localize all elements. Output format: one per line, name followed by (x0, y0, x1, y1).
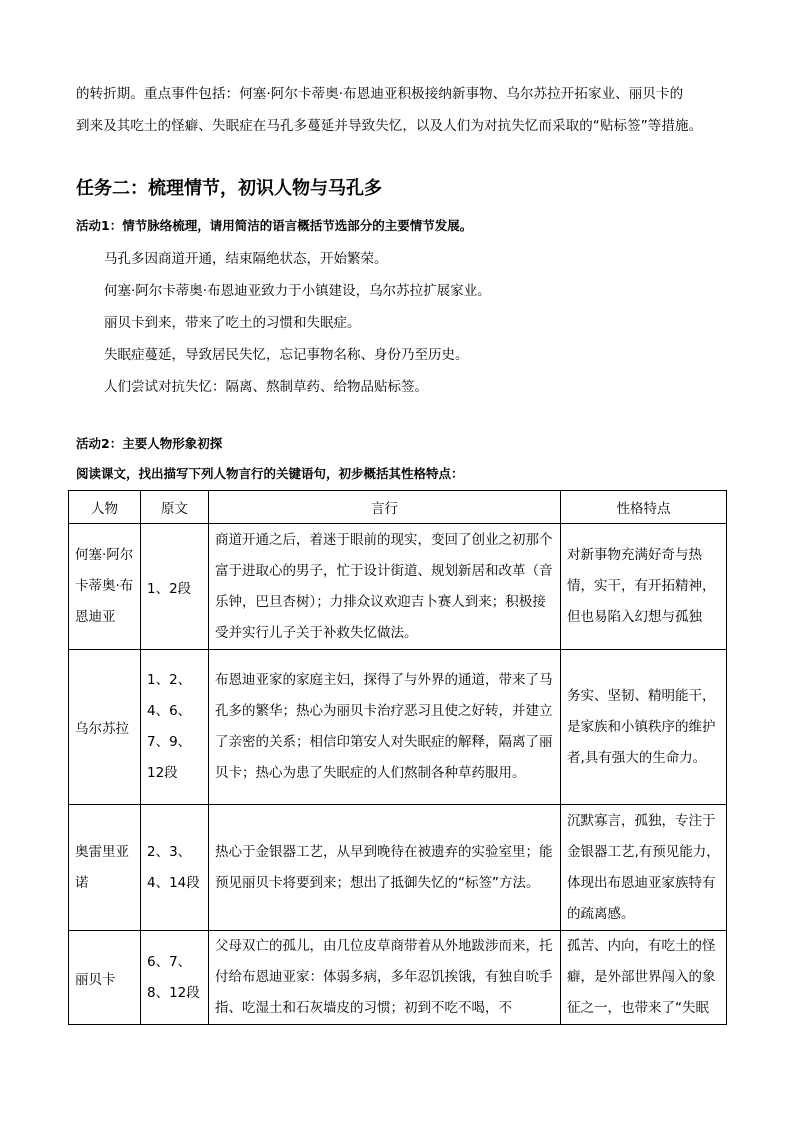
source-paragraphs: 6、7、8、12段 (141, 931, 209, 1025)
activity-2-instruction: 阅读课文，找出描写下列人物言行的关键语句，初步概括其性格特点： (76, 466, 464, 481)
header-source: 原文 (141, 491, 209, 524)
character-name: 何塞·阿尔卡蒂奥·布恩迪亚 (69, 524, 141, 650)
character-deeds (209, 931, 561, 1025)
activity-1-heading: 活动1：情节脉络梳理，请用简洁的语言概括节选部分的主要情节发展。 (76, 218, 473, 233)
plot-summary-list (104, 243, 491, 403)
plot-item: 马孔多因商道开通，结束隔绝状态，开始繁荣。 (104, 251, 388, 267)
character-traits (561, 931, 727, 1025)
task-title: 任务二：梳理情节，初识人物与马孔多 (76, 178, 382, 199)
traits-text: 孤苦、内向，有吃土的怪癖，是外部世界闯入的象征之一，也带来了“失眠 (567, 938, 716, 1016)
character-name: 奥雷里亚诺 (69, 805, 141, 931)
character-traits: 务实、坚韧、精明能干，是家族和小镇秩序的维护者,具有强大的生命力。 (561, 650, 727, 805)
plot-item: 何塞·阿尔卡蒂奥·布恩迪亚致力于小镇建设，乌尔苏拉扩展家业。 (104, 283, 491, 299)
plot-item: 失眠症蔓延，导致居民失忆，忘记事物名称、身份乃至历史。 (104, 347, 469, 363)
header-traits: 性格特点 (561, 491, 727, 524)
table-row (69, 931, 727, 1025)
plot-item: 人们尝试对抗失忆：隔离、熬制草药、给物品贴标签。 (104, 379, 428, 395)
source-paragraphs: 1、2段 (141, 524, 209, 650)
character-name: 丽贝卡 (69, 931, 141, 1025)
plot-item: 丽贝卡到来，带来了吃土的习惯和失眠症。 (104, 315, 361, 331)
header-deeds: 言行 (209, 491, 561, 524)
intro-line-2: 到来及其吃土的怪癖、失眠症在马孔多蔓延并导致失忆，以及人们为对抗失忆而采取的“贴标签”等措施。 (76, 118, 703, 134)
table-row (69, 805, 727, 931)
character-table (68, 490, 727, 1025)
source-paragraphs: 1、2、4、6、7、9、12段 (141, 650, 209, 805)
table-header-row (69, 491, 727, 524)
activity-2-heading: 活动2：主要人物形象初探 (76, 436, 223, 451)
character-traits: 对新事物充满好奇与热情，实干，有开拓精神，但也易陷入幻想与孤独 (561, 524, 727, 650)
character-traits: 沉默寡言，孤独，专注于金银器工艺,有预见能力，体现出布恩迪亚家族特有的疏离感。 (561, 805, 727, 931)
intro-paragraph (76, 78, 726, 142)
character-deeds: 布恩迪亚家的家庭主妇，探得了与外界的通道，带来了马孔多的繁华；热心为丽贝卡治疗恶习且使之好转，并建立了亲密的关系；相信印第安人对失眠症的解释，隔离了丽贝卡；热心为患了失眠症的人们熬制各种草药服用。 (209, 650, 561, 805)
header-character: 人物 (69, 491, 141, 524)
source-paragraphs: 2、3、4、14段 (141, 805, 209, 931)
intro-line-1: 的转折期。重点事件包括：何塞·阿尔卡蒂奥·布恩迪亚积极接纳新事物、乌尔苏拉开拓家业、丽贝卡的 (76, 86, 684, 102)
table-row (69, 650, 727, 805)
character-deeds: 热心于金银器工艺，从早到晚待在被遗弃的实验室里；能预见丽贝卡将要到来；想出了抵御失忆的“标签”方法。 (209, 805, 561, 931)
character-deeds: 商道开通之后，着迷于眼前的现实，变回了创业之初那个富于进取心的男子，忙于设计街道、规划新居和改革（音乐钟，巴旦杏树）；力排众议欢迎吉卜赛人到来；积极接受并实行儿子关于补救失忆做法。 (209, 524, 561, 650)
character-name: 乌尔苏拉 (69, 650, 141, 805)
deeds-text: 父母双亡的孤儿，由几位皮草商带着从外地跋涉而来，托付给布恩迪亚家：体弱多病，多年忍饥挨饿，有独自吮手指、吃湿土和石灰墙皮的习惯；初到不吃不喝，不 (215, 938, 553, 1016)
table-row (69, 524, 727, 650)
